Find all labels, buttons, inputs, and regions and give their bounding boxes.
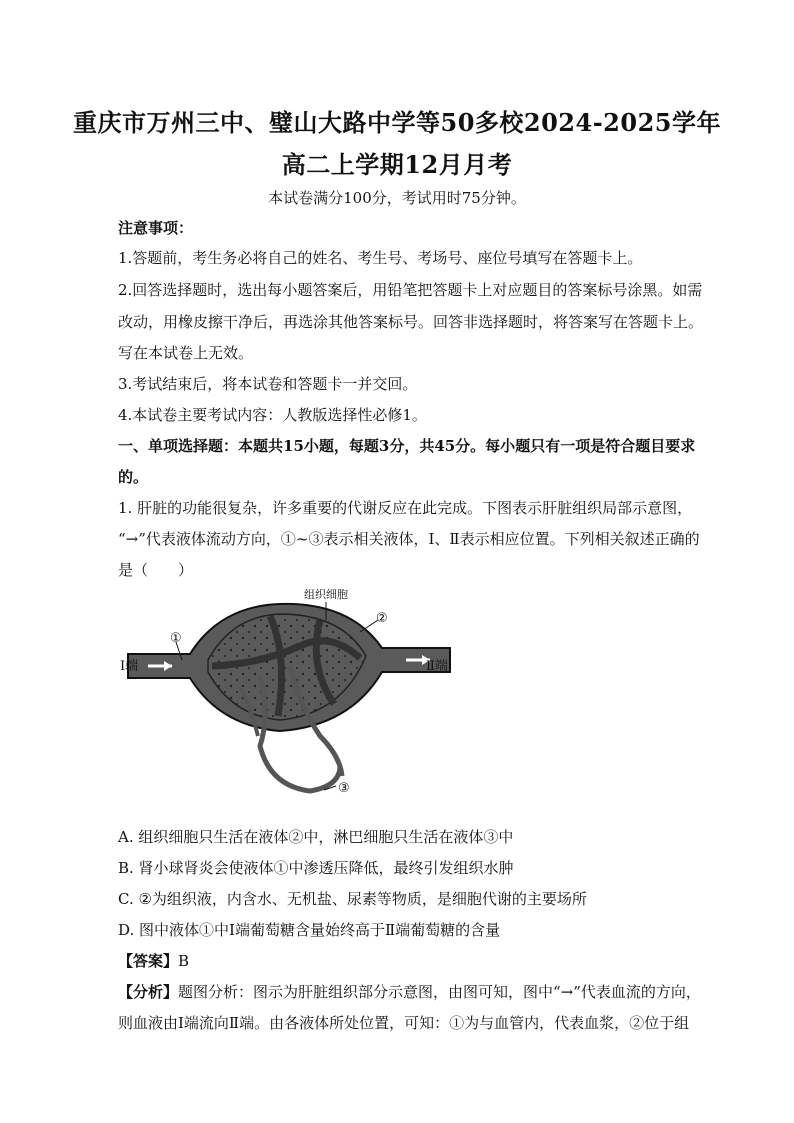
option-a: A. 组织细胞只生活在液体②中，淋巴细胞只生活在液体③中 (118, 828, 514, 846)
doc-title-line2: 高二上学期12月月考 (281, 150, 513, 179)
notice-4: 4.本试卷主要考试内容：人教版选择性必修1。 (118, 406, 427, 424)
question-1-line1: 1. 肝脏的功能很复杂，许多重要的代谢反应在此完成。下图表示肝脏组织局部示意图， (118, 499, 693, 517)
analysis-text-1: 题图分析：图示为肝脏组织部分示意图，由图可知，图中“→”代表血流的方向， (178, 983, 701, 1001)
notice-3: 3.考试结束后，将本试卷和答题卡一并交回。 (118, 375, 418, 393)
label-fluid-1: ① (170, 631, 182, 646)
question-1-line2: “→”代表液体流动方向，①~③表示相关液体，Ⅰ、Ⅱ表示相应位置。下列相关叙述正确的 (118, 530, 700, 548)
liver-tissue-figure (120, 586, 460, 796)
label-fluid-2: ② (376, 611, 388, 626)
question-1-line3: 是（ ） (118, 561, 194, 579)
analysis-line2: 则血液由Ⅰ端流向Ⅱ端。由各液体所处位置，可知：①为与血管内，代表血浆，②位于组 (118, 1014, 690, 1032)
label-tissue-cell: 组织细胞 (304, 588, 348, 601)
notice-1: 1.答题前，考生务必将自己的姓名、考生号、考场号、座位号填写在答题卡上。 (118, 249, 643, 267)
notice-heading: 注意事项： (118, 219, 194, 237)
doc-subtitle: 本试卷满分100分，考试用时75分钟。 (268, 189, 526, 207)
label-end-1: Ⅰ端 (120, 659, 139, 674)
notice-2-line2: 改动，用橡皮擦干净后，再选涂其他答案标号。回答非选择题时，将答案写在答题卡上。 (118, 313, 704, 331)
label-end-2: Ⅱ端 (426, 659, 448, 674)
analysis-line1 (118, 982, 701, 1002)
label-fluid-3: ③ (338, 781, 350, 796)
option-d: D. 图中液体①中Ⅰ端葡萄糖含量始终高于Ⅱ端葡萄糖的含量 (118, 921, 501, 939)
notice-2-line3: 写在本试卷上无效。 (118, 344, 254, 362)
answer-line (118, 951, 678, 971)
analysis-label: 【分析】 (118, 983, 179, 1001)
doc-title-line1: 重庆市万州三中、璧山大路中学等50多校2024-2025学年 (73, 108, 721, 137)
section-heading-line1: 一、单项选择题：本题共15小题，每题3分，共45分。每小题只有一项是符合题目要求 (118, 437, 696, 455)
option-c: C. ②为组织液，内含水、无机盐、尿素等物质，是细胞代谢的主要场所 (118, 890, 587, 908)
option-b: B. 肾小球肾炎会使液体①中渗透压降低，最终引发组织水肿 (118, 859, 514, 877)
answer-value: B (178, 952, 190, 970)
answer-label: 【答案】 (118, 952, 179, 970)
notice-2-line1: 2.回答选择题时，选出每小题答案后，用铅笔把答题卡上对应题目的答案标号涂黑。如需 (118, 281, 703, 299)
section-heading-line2: 的。 (118, 468, 149, 486)
